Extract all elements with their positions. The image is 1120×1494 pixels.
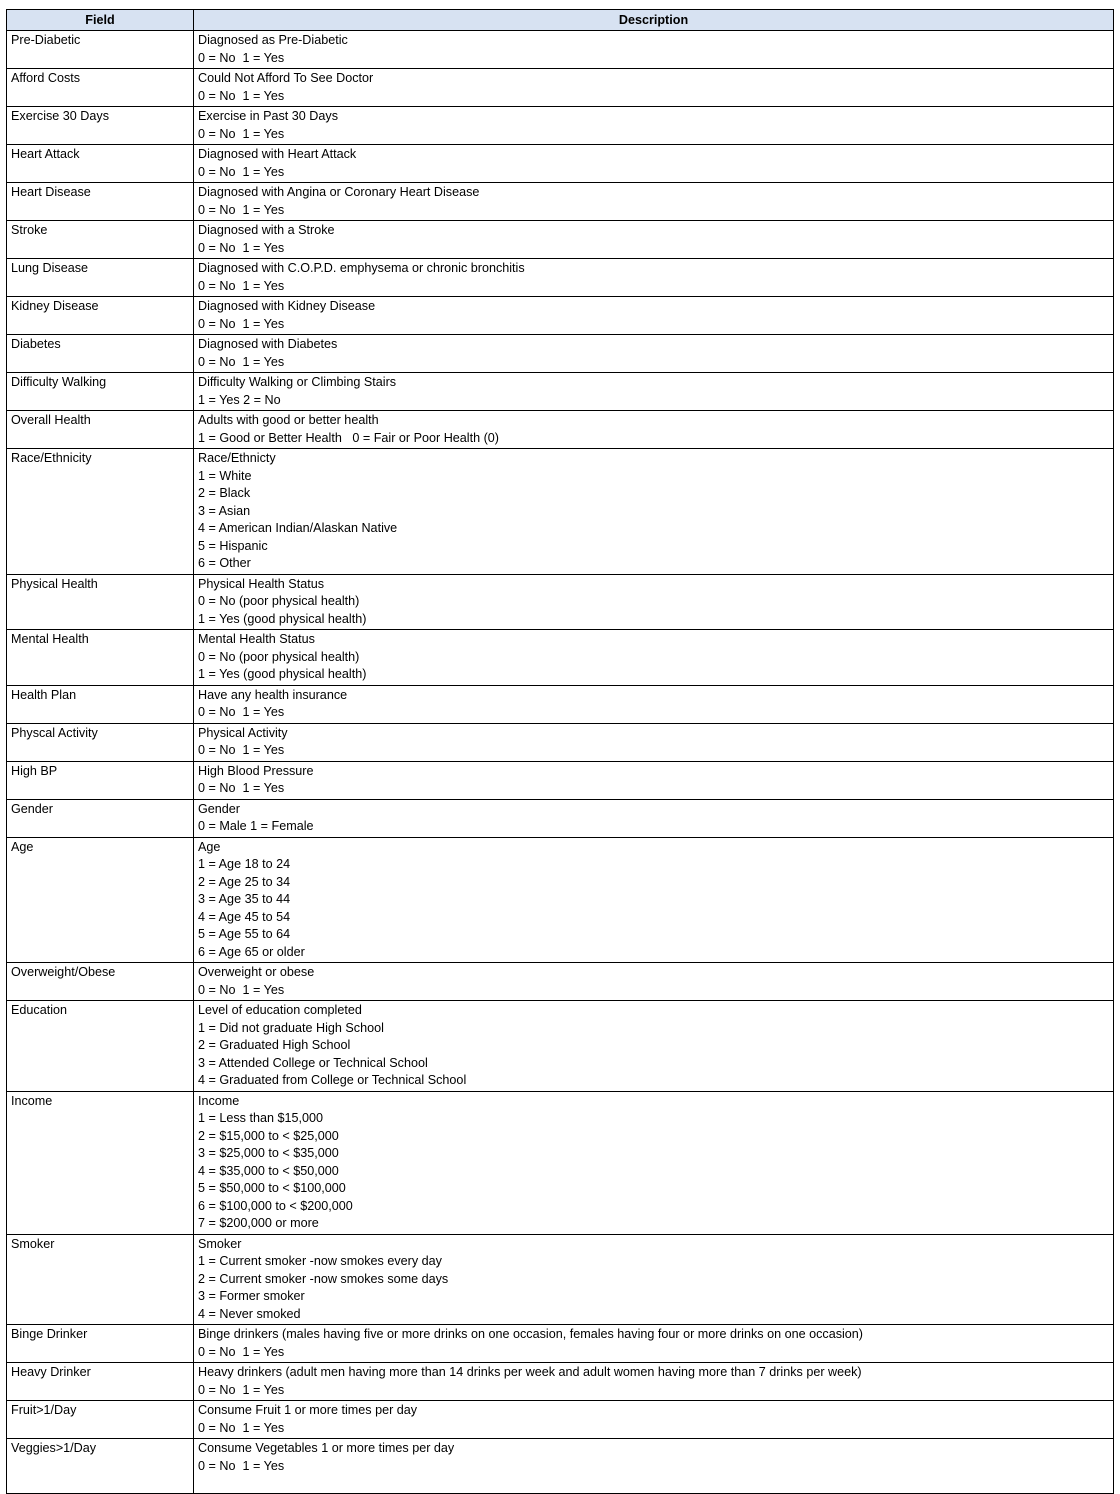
description-line: 1 = White — [198, 468, 252, 483]
field-name-cell: Race/Ethnicity — [7, 449, 194, 575]
field-name-cell: Mental Health — [7, 630, 194, 686]
table-row — [7, 449, 1114, 575]
description-line: 7 = $200,000 or more — [198, 1216, 319, 1230]
description-line: 0 = No 1 = Yes — [198, 126, 285, 141]
table-row — [7, 630, 1114, 686]
field-description-cell — [194, 761, 1114, 799]
column-header-description: Description — [194, 10, 1114, 31]
field-description-cell — [194, 335, 1114, 373]
description-line: 0 = No 1 = Yes — [198, 202, 285, 217]
description-line: Could Not Afford To See Doctor — [198, 71, 374, 85]
field-description-cell — [194, 183, 1114, 221]
description-line: 4 = American Indian/Alaskan Native — [198, 521, 398, 535]
description-line: 4 = Graduated from College or Technical School — [198, 1073, 467, 1087]
field-name-cell: Stroke — [7, 221, 194, 259]
field-description-cell — [194, 259, 1114, 297]
description-line: 1 = Yes 2 = No — [198, 392, 281, 407]
description-line: 2 = $15,000 to < $25,000 — [198, 1128, 339, 1143]
description-line: 3 = Asian — [198, 503, 251, 518]
field-description-cell — [194, 1001, 1114, 1092]
field-name-cell: Health Plan — [7, 685, 194, 723]
description-line: 0 = Male 1 = Female — [198, 819, 314, 833]
table-row — [7, 761, 1114, 799]
table-row — [7, 963, 1114, 1001]
description-line: 1 = Did not graduate High School — [198, 1020, 384, 1035]
table-row — [7, 723, 1114, 761]
table-row — [7, 1439, 1114, 1494]
table-row — [7, 297, 1114, 335]
description-line: Overweight or obese — [198, 965, 315, 979]
description-line: Diagnosed with Angina or Coronary Heart Disease — [198, 185, 480, 199]
table-row — [7, 1325, 1114, 1363]
description-line: Have any health insurance — [198, 687, 348, 702]
field-description-cell — [194, 799, 1114, 837]
description-line: 6 = Other — [198, 556, 251, 570]
description-line: 0 = No 1 = Yes — [198, 88, 285, 103]
field-description-cell — [194, 630, 1114, 686]
description-line: 4 = Never smoked — [198, 1306, 301, 1321]
description-line: 2 = Current smoker -now smokes some days — [198, 1271, 449, 1286]
field-description-cell — [194, 411, 1114, 449]
table-row — [7, 373, 1114, 411]
description-line: 0 = No 1 = Yes — [198, 781, 285, 795]
field-name-cell: Heart Attack — [7, 145, 194, 183]
field-description-cell — [194, 69, 1114, 107]
description-line: 0 = No 1 = Yes — [198, 982, 285, 997]
description-line: 1 = Current smoker -now smokes every day — [198, 1254, 442, 1268]
field-name-cell: Lung Disease — [7, 259, 194, 297]
description-line: 1 = Good or Better Health 0 = Fair or Poor Health (0) — [198, 430, 499, 445]
field-description-cell — [194, 373, 1114, 411]
description-line: 0 = No 1 = Yes — [198, 1420, 285, 1435]
field-description-cell — [194, 723, 1114, 761]
description-line: 2 = Age 25 to 34 — [198, 874, 291, 889]
field-description-cell — [194, 297, 1114, 335]
description-line: Diagnosed with Kidney Disease — [198, 299, 376, 313]
field-description-cell — [194, 837, 1114, 963]
description-line: 3 = Age 35 to 44 — [198, 892, 291, 906]
field-name-cell: Kidney Disease — [7, 297, 194, 335]
field-name-cell: Fruit>1/Day — [7, 1401, 194, 1439]
table-row — [7, 31, 1114, 69]
field-description-cell — [194, 1234, 1114, 1325]
description-line: 0 = No 1 = Yes — [198, 240, 285, 255]
field-name-cell: Education — [7, 1001, 194, 1092]
field-description-cell — [194, 221, 1114, 259]
description-line: 4 = $35,000 to < $50,000 — [198, 1163, 339, 1178]
field-name-cell: Difficulty Walking — [7, 373, 194, 411]
table-row — [7, 799, 1114, 837]
field-name-cell: Pre-Diabetic — [7, 31, 194, 69]
field-name-cell: Exercise 30 Days — [7, 107, 194, 145]
field-description-cell — [194, 574, 1114, 630]
description-line: 0 = No 1 = Yes — [198, 316, 285, 331]
table-row — [7, 685, 1114, 723]
field-name-cell: Smoker — [7, 1234, 194, 1325]
description-line: Smoker — [198, 1236, 242, 1251]
description-line: 0 = No 1 = Yes — [198, 1458, 285, 1473]
field-description-cell — [194, 963, 1114, 1001]
table-row — [7, 259, 1114, 297]
description-line: 1 = Age 18 to 24 — [198, 857, 291, 871]
field-name-cell: Overweight/Obese — [7, 963, 194, 1001]
description-line: Race/Ethnicty — [198, 451, 276, 465]
field-description-cell — [194, 449, 1114, 575]
description-line: Physical Activity — [198, 725, 288, 740]
description-line: Diagnosed with C.O.P.D. emphysema or chronic bronchitis — [198, 261, 525, 275]
field-name-cell: Heart Disease — [7, 183, 194, 221]
description-line: 0 = No 1 = Yes — [198, 50, 285, 65]
description-line: 3 = Attended College or Technical School — [198, 1055, 428, 1070]
description-line: 1 = Yes (good physical health) — [198, 611, 367, 626]
field-name-cell: Physical Health — [7, 574, 194, 630]
table-header-row — [7, 10, 1114, 31]
description-line: Adults with good or better health — [198, 413, 379, 427]
field-name-cell: Afford Costs — [7, 69, 194, 107]
table-row — [7, 837, 1114, 963]
description-line: 0 = No 1 = Yes — [198, 1382, 285, 1397]
field-name-cell: Heavy Drinker — [7, 1363, 194, 1401]
field-name-cell: Physcal Activity — [7, 723, 194, 761]
description-line: 6 = Age 65 or older — [198, 944, 305, 959]
description-line: Exercise in Past 30 Days — [198, 109, 338, 123]
description-line: 5 = Age 55 to 64 — [198, 927, 291, 941]
description-line: Income — [198, 1093, 240, 1108]
table-row — [7, 145, 1114, 183]
data-dictionary-table — [6, 9, 1114, 1494]
field-name-cell: Income — [7, 1091, 194, 1234]
description-line: 0 = No 1 = Yes — [198, 278, 285, 293]
description-line: High Blood Pressure — [198, 763, 314, 778]
field-name-cell: Diabetes — [7, 335, 194, 373]
description-line: 3 = $25,000 to < $35,000 — [198, 1146, 339, 1160]
description-line: Diagnosed as Pre-Diabetic — [198, 33, 348, 47]
description-line: 5 = $50,000 to < $100,000 — [198, 1181, 346, 1195]
table-row — [7, 1401, 1114, 1439]
table-row — [7, 183, 1114, 221]
field-description-cell — [194, 1091, 1114, 1234]
description-line: Gender — [198, 801, 241, 816]
description-line: 0 = No (poor physical health) — [198, 594, 360, 608]
description-line: 2 = Graduated High School — [198, 1038, 351, 1052]
field-description-cell — [194, 1363, 1114, 1401]
description-line: Mental Health Status — [198, 632, 315, 646]
description-line: 3 = Former smoker — [198, 1289, 305, 1303]
description-line: Consume Vegetables 1 or more times per day — [198, 1441, 455, 1455]
description-line: Level of education completed — [198, 1003, 362, 1017]
table-header — [7, 10, 1114, 31]
description-line: 1 = Yes (good physical health) — [198, 667, 367, 681]
description-line: Binge drinkers (males having five or more drinks on one occasion, females having four or more drinks on one occasion) — [198, 1327, 863, 1341]
field-name-cell: High BP — [7, 761, 194, 799]
description-line: Physical Health Status — [198, 576, 324, 591]
table-row — [7, 335, 1114, 373]
table-row — [7, 574, 1114, 630]
table-body — [7, 31, 1114, 1494]
field-name-cell: Veggies>1/Day — [7, 1439, 194, 1494]
field-description-cell — [194, 1325, 1114, 1363]
description-line: 4 = Age 45 to 54 — [198, 909, 291, 924]
field-description-cell — [194, 31, 1114, 69]
description-line: Diagnosed with a Stroke — [198, 223, 335, 237]
field-name-cell: Overall Health — [7, 411, 194, 449]
description-line: 6 = $100,000 to < $200,000 — [198, 1198, 353, 1213]
table-row — [7, 1001, 1114, 1092]
field-description-cell — [194, 107, 1114, 145]
description-line: Difficulty Walking or Climbing Stairs — [198, 375, 397, 389]
description-line: Heavy drinkers (adult men having more than 14 drinks per week and adult women having more than 7 drinks per week) — [198, 1365, 862, 1379]
description-line: Diagnosed with Heart Attack — [198, 147, 357, 161]
field-description-cell — [194, 685, 1114, 723]
description-line: 5 = Hispanic — [198, 538, 268, 553]
description-line: 0 = No (poor physical health) — [198, 649, 360, 664]
table-row — [7, 1234, 1114, 1325]
field-name-cell: Age — [7, 837, 194, 963]
description-line: 2 = Black — [198, 486, 251, 500]
description-line: Diagnosed with Diabetes — [198, 337, 338, 351]
field-description-cell — [194, 145, 1114, 183]
field-description-cell — [194, 1401, 1114, 1439]
description-line: 0 = No 1 = Yes — [198, 354, 285, 369]
column-header-field: Field — [7, 10, 194, 31]
table-row — [7, 69, 1114, 107]
description-line: 0 = No 1 = Yes — [198, 743, 285, 757]
field-name-cell: Gender — [7, 799, 194, 837]
table-row — [7, 411, 1114, 449]
table-row — [7, 107, 1114, 145]
description-line: 0 = No 1 = Yes — [198, 164, 285, 179]
description-line: 1 = Less than $15,000 — [198, 1111, 323, 1125]
table-row — [7, 1363, 1114, 1401]
description-line: 0 = No 1 = Yes — [198, 1344, 285, 1359]
description-line: 0 = No 1 = Yes — [198, 705, 285, 719]
table-row — [7, 221, 1114, 259]
table-row — [7, 1091, 1114, 1234]
field-name-cell: Binge Drinker — [7, 1325, 194, 1363]
description-line: Age — [198, 839, 221, 854]
field-description-cell — [194, 1439, 1114, 1494]
description-line: Consume Fruit 1 or more times per day — [198, 1403, 418, 1417]
